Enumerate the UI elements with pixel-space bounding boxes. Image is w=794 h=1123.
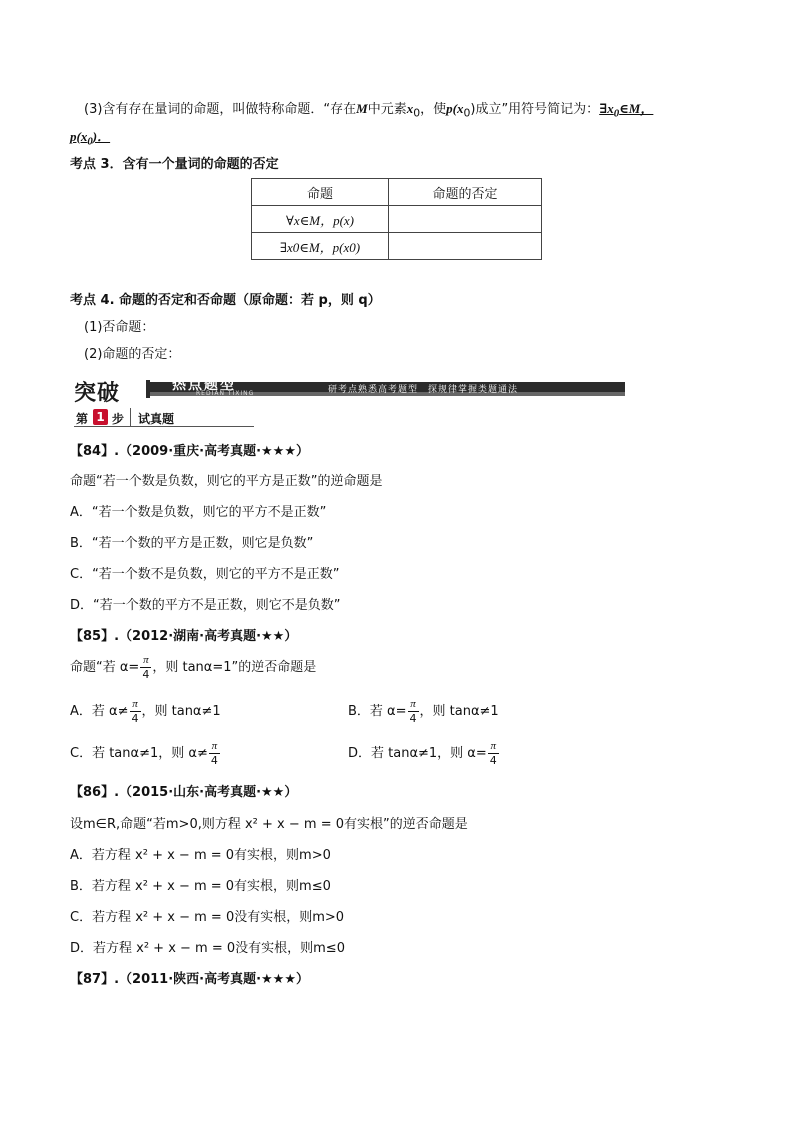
table-row <box>252 233 542 260</box>
q85-option-d <box>348 740 500 767</box>
q85-stem-a: 命题“若 α= <box>70 660 140 675</box>
q84-option-c: C．“若一个数不是负数，则它的平方不是正数” <box>70 567 340 582</box>
fraction-denominator: 4 <box>409 712 417 725</box>
kaodian-4-heading: 考点 4. 命题的否定和否命题（原命题：若 p，则 q） <box>70 293 381 308</box>
table-cell: ∀x∈M，p(x) <box>252 206 389 233</box>
table-header-row <box>252 179 542 206</box>
q85-opt-d-text: D．若 tanα≠1，则 α= <box>348 746 487 761</box>
p3-text-c: ，使 <box>420 102 447 117</box>
negation-table <box>251 178 542 260</box>
pi-over-4-fraction <box>488 740 499 767</box>
p3-answer <box>599 101 654 120</box>
kd4-item-1: (1)否命题： <box>84 320 155 335</box>
q85-opt-b-text: B．若 α= <box>348 704 407 719</box>
paragraph-3 <box>84 98 653 120</box>
q85-stem <box>70 654 316 681</box>
banner-big-text: 突破 <box>74 380 121 406</box>
p3-x0: x <box>406 101 414 116</box>
step-underline <box>74 426 254 427</box>
table-header-cell: 命题 <box>252 179 389 206</box>
p3-M: M <box>356 101 368 116</box>
step-divider <box>130 408 131 426</box>
q85-option-c <box>70 740 221 767</box>
q86-stem: 设m∈R,命题“若m>0,则方程 x² + x − m = 0有实根”的逆否命题是 <box>70 817 468 832</box>
fraction-denominator: 4 <box>210 754 218 767</box>
q86-option-d: D．若方程 x² + x − m = 0没有实根，则m≤0 <box>70 941 345 956</box>
q85-option-a <box>70 698 221 725</box>
p3-answer-line2-a: p(x <box>70 129 88 144</box>
p3-answer-a: ∃x <box>599 101 614 116</box>
p3-text-d: )成立”用符号简记为： <box>470 102 600 117</box>
q84-heading: 【84】.（2009·重庆·高考真题·★★★） <box>70 444 309 459</box>
p3-answer-line2 <box>70 126 110 148</box>
kd4-item-2: (2)命题的否定： <box>84 347 181 362</box>
kaodian-3-heading: 考点 3．含有一个量词的命题的否定 <box>70 157 279 172</box>
q86-option-c: C．若方程 x² + x − m = 0没有实根，则m>0 <box>70 910 345 925</box>
q86-option-a: A．若方程 x² + x − m = 0有实根，则m>0 <box>70 848 331 863</box>
banner-slogan: 研考点熟悉高考题型 探规律掌握类题通法 <box>328 385 519 395</box>
table-cell: ∃x0∈M，p(x0) <box>252 233 389 260</box>
fraction-denominator: 4 <box>489 754 497 767</box>
fraction-denominator: 4 <box>142 668 150 681</box>
q85-opt-b-text-b: ，则 tanα≠1 <box>419 704 499 719</box>
step-label: 试真题 <box>138 412 175 426</box>
q84-option-a: A．“若一个数是负数，则它的平方不是正数” <box>70 505 327 520</box>
q84-stem: 命题“若一个数是负数，则它的平方是正数”的逆命题是 <box>70 474 383 489</box>
q84-option-b: B．“若一个数的平方是正数，则它是负数” <box>70 536 314 551</box>
table-header-cell: 命题的否定 <box>389 179 542 206</box>
q85-opt-a-text-b: ，则 tanα≠1 <box>141 704 221 719</box>
q85-opt-c-text: C．若 tanα≠1，则 α≠ <box>70 746 208 761</box>
fraction-numerator: π <box>140 654 151 668</box>
section-banner <box>74 377 625 406</box>
pi-over-4-fraction <box>140 654 151 681</box>
q85-opt-a-text: A．若 α≠ <box>70 704 129 719</box>
step-pre: 第 <box>76 412 89 426</box>
p3-answer-sub: 0 <box>613 107 620 120</box>
fraction-numerator: π <box>488 740 499 754</box>
q84-option-d: D．“若一个数的平方不是正数，则它不是负数” <box>70 598 341 613</box>
table-row <box>252 206 542 233</box>
step-post: 步 <box>112 412 125 426</box>
fraction-numerator: π <box>130 698 141 712</box>
q85-stem-b: ，则 tanα=1”的逆否命题是 <box>152 660 317 675</box>
p3-sub2: 0 <box>463 106 471 120</box>
banner-hot-text: 热点题型 <box>172 377 236 393</box>
step-number: 1 <box>93 409 108 425</box>
pi-over-4-fraction <box>130 698 141 725</box>
q85-option-b <box>348 698 499 725</box>
p3-answer-line2-end: )． <box>92 129 111 144</box>
p3-px0: p(x <box>446 101 464 116</box>
p3-sub: 0 <box>413 106 421 120</box>
p3-text-a: (3)含有存在量词的命题，叫做特称命题．“存在 <box>84 102 357 117</box>
banner-sep <box>146 380 150 398</box>
p3-answer-b: ∈M， <box>619 101 654 116</box>
pi-over-4-fraction <box>209 740 220 767</box>
p3-text-b: 中元素 <box>367 102 407 117</box>
p3-answer-line2-sub: 0 <box>87 135 93 148</box>
fraction-denominator: 4 <box>131 712 139 725</box>
q85-heading: 【85】.（2012·湖南·高考真题·★★） <box>70 629 298 644</box>
q86-heading: 【86】.（2015·山东·高考真题·★★） <box>70 785 298 800</box>
pi-over-4-fraction <box>408 698 419 725</box>
table-cell <box>389 233 542 260</box>
fraction-numerator: π <box>209 740 220 754</box>
banner-pinyin: REDIAN TIXING <box>196 390 255 397</box>
table-cell <box>389 206 542 233</box>
fraction-numerator: π <box>408 698 419 712</box>
q86-option-b: B．若方程 x² + x − m = 0有实根，则m≤0 <box>70 879 331 894</box>
q87-heading: 【87】.（2011·陕西·高考真题·★★★） <box>70 972 309 987</box>
